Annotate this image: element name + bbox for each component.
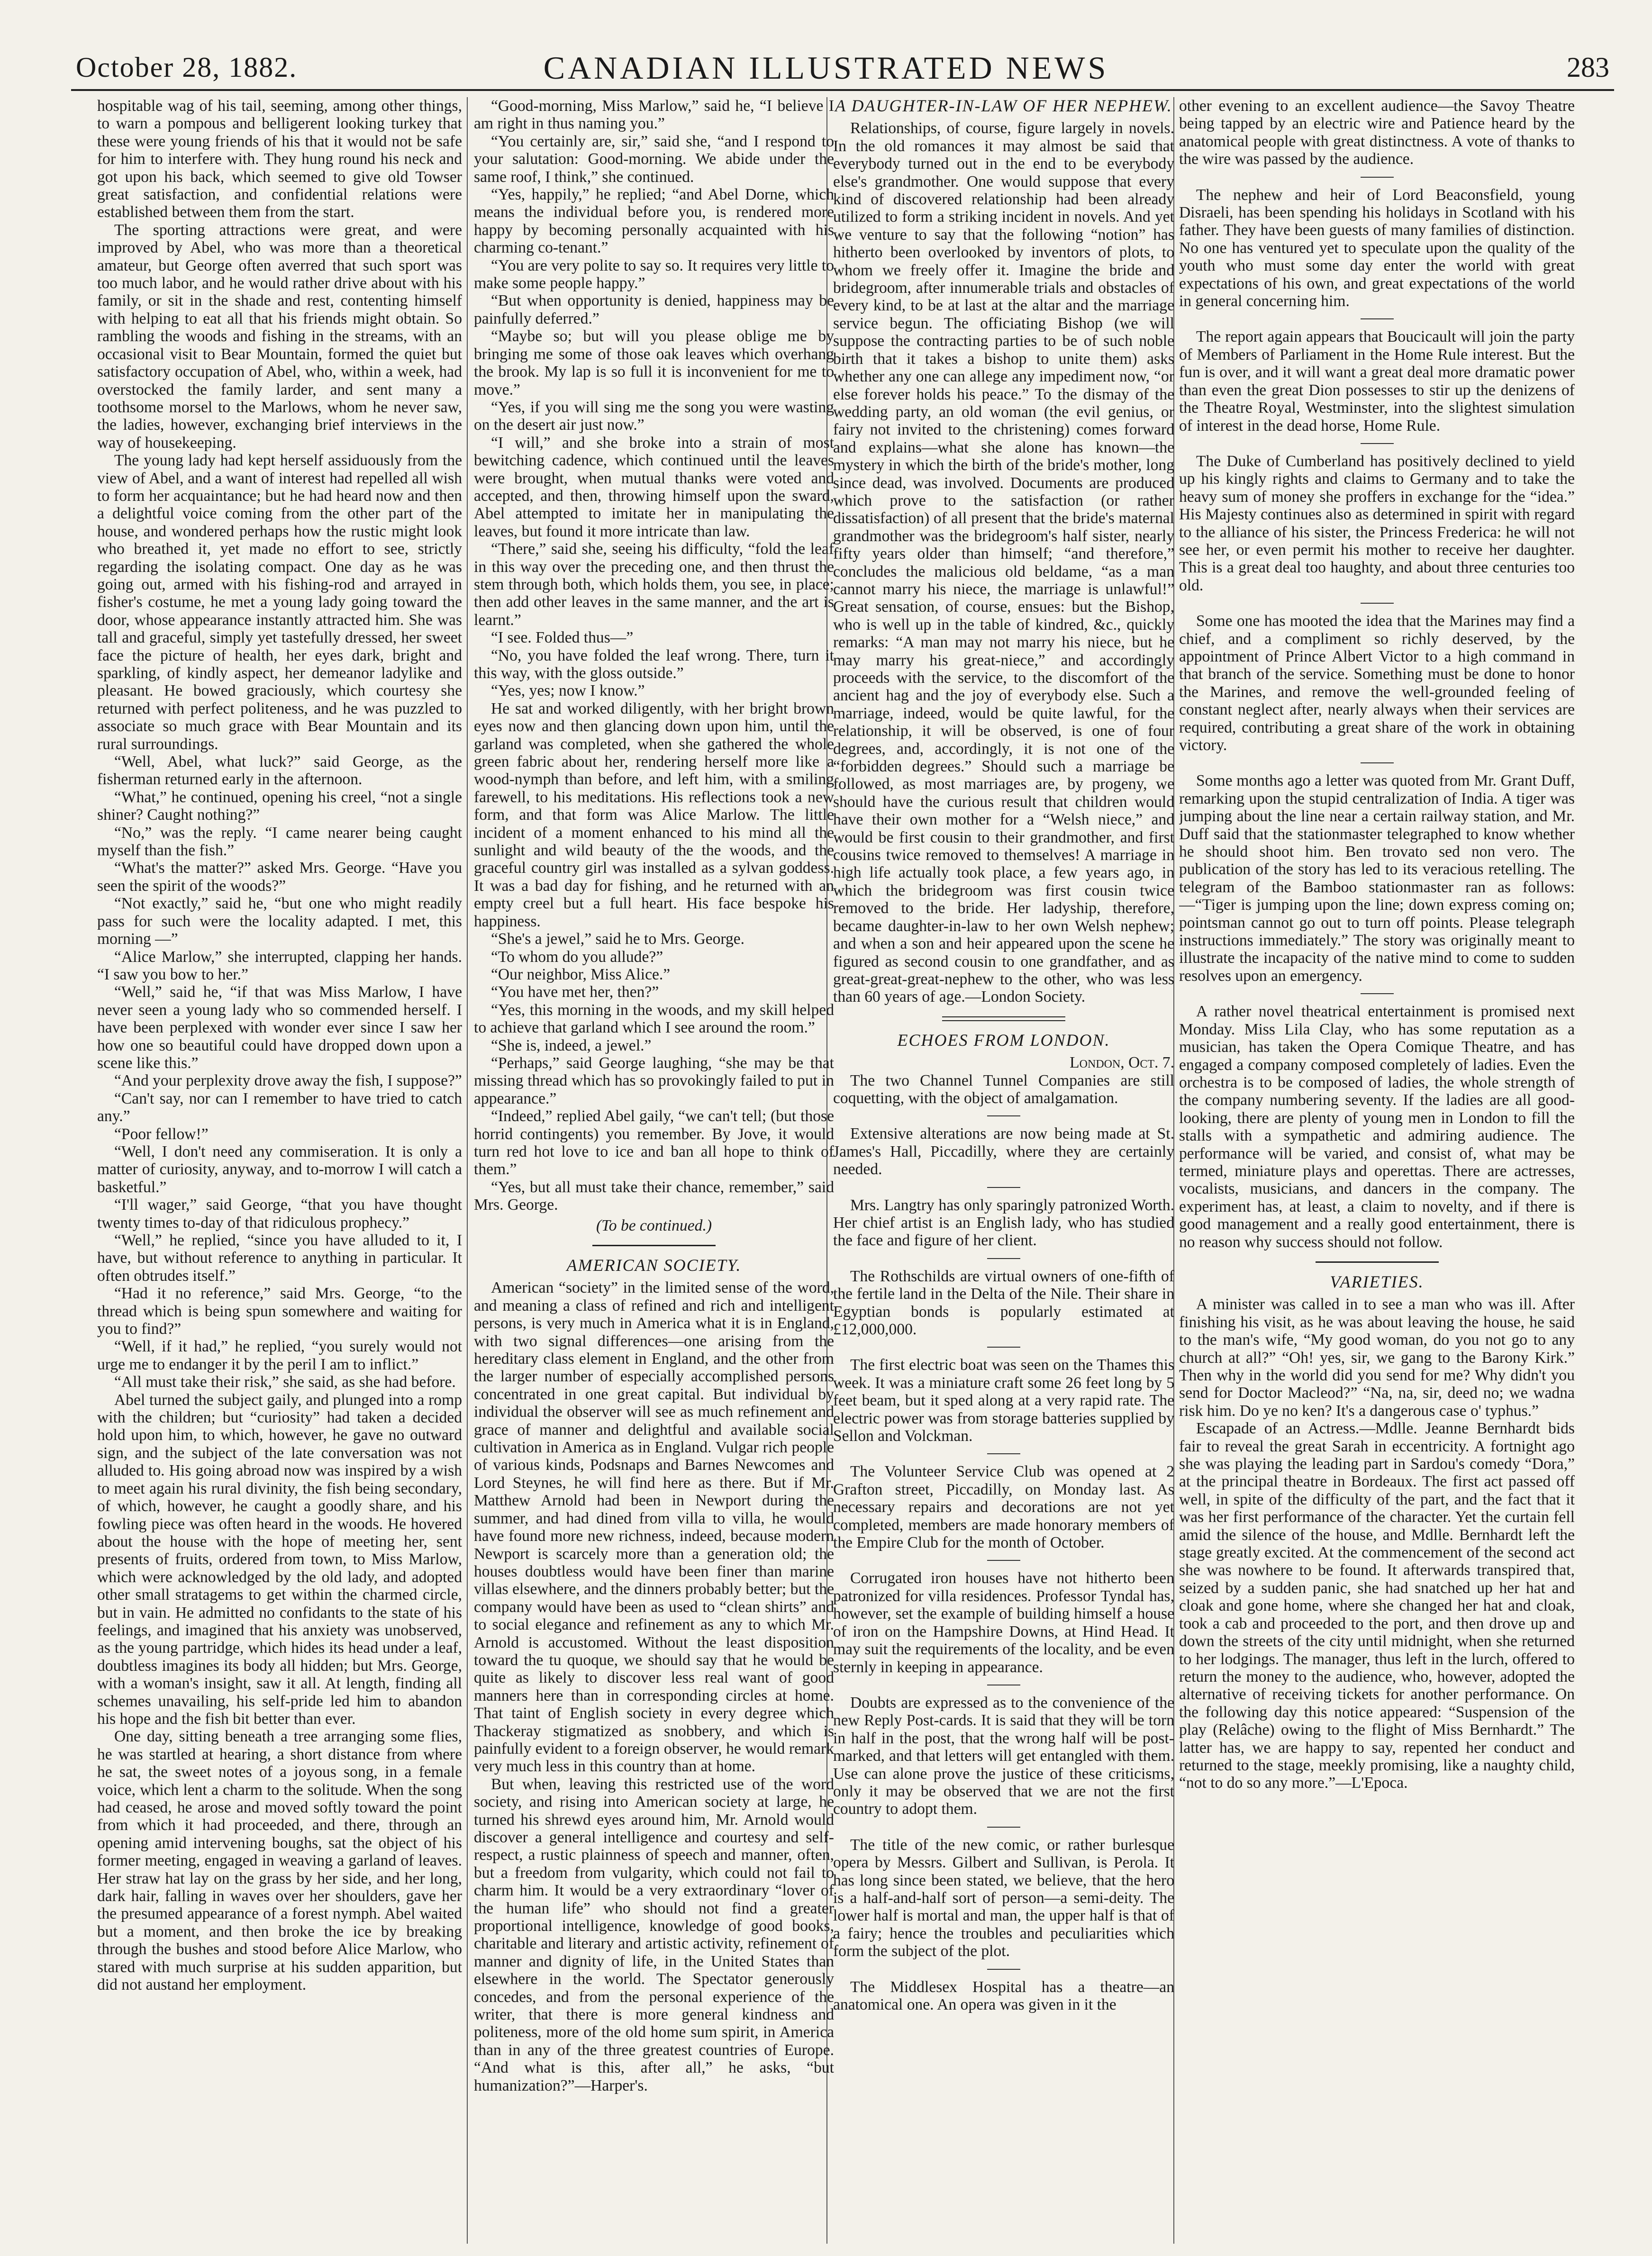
paragraph: “Yes, happily,” he replied; “and Abel Dorne, which means the individual before you, is rendered more happy by becoming personally acquainted with his charming co-tenant.” (474, 186, 834, 257)
paragraph: hospitable wag of his tail, seeming, among other things, to warn a pompous and belligerent looking turkey that these were young friends of his that it would not be safe for him to interfere with. They hung round his neck and got upon his back, which seemed to give old Towser great satisfaction, and confidential relations were established between them from the start. (97, 97, 462, 221)
paragraph: “What,” he continued, opening his creel, “not a single shiner? Caught nothing?” (97, 788, 462, 824)
paragraph: The Duke of Cumberland has positively declined to yield up his kingly rights and claims to Germany and to take the heavy sum of money she proffers in exchange for the “idea.” His Majesty continues also as determined in spirit with regard to the alliance of his sister, the Princess Frederica: he will not see her, or even permit his mother to receive her daughter. This is a great deal too haughty, and about three centuries too old. (1179, 452, 1575, 594)
paragraph: “Had it no reference,” said Mrs. George, “to the thread which is being spun somewhere and waiting for you to find?” (97, 1285, 462, 1338)
item-separator (987, 1187, 1020, 1188)
paragraph: “What's the matter?” asked Mrs. George. “Have you seen the spirit of the woods?” (97, 859, 462, 895)
item-separator (1361, 762, 1394, 763)
paragraph: “I see. Folded thus—” (491, 629, 634, 647)
item-separator (987, 1827, 1020, 1828)
paragraph: One day, sitting beneath a tree arranging some flies, he was startled at hearing, a short distance from where he sat, the sweet notes of a joyous song, in a female voice, which lent a charm to the solitude. When the song had ceased, he arose and moved softly toward the point from which it had proceeded, and there, through an opening amid intervening boughs, sat the object of his former meeting, engaged in weaving a garland of leaves. Her straw hat lay on the grass by her side, and her long, dark hair, falling in waves over her shoulders, gave her the presumed appearance of a forest nymph. Abel waited but a moment, and then broke the ice by breaking through the bushes and stood before Alice Marlow, who stared with much surprise at his sudden apparition, but did not austand her employment. (97, 1728, 462, 1994)
item-separator (1361, 993, 1394, 994)
paragraph: A rather novel theatrical entertainment is promised next Monday. Miss Lila Clay, who has some reputation as a musician, has taken the Opera Comique Theatre, and has engaged a company composed completely of ladies. Even the orchestra is to be composed of ladies, the whole strength of the company numbering seventy. If the ladies are all good-looking, there are plenty of young men in London to fill the stalls with a sympathetic and admiring audience. The performance will be varied, and consist of, what may be termed, miniature plays and operettas. There are actresses, vocalists, musicians, and dancers in the company. The experiment has, at least, a claim to novelty, and if there is good management and a really good entertainment, there is no reason why success should not follow. (1179, 1003, 1575, 1251)
paragraph: Mrs. Langtry has only sparingly patronized Worth. Her chief artist is an English lady, who has studied the face and figure of her client. (833, 1196, 1174, 1250)
column-3 (833, 97, 1174, 2244)
paragraph: He sat and worked diligently, with her bright brown eyes now and then glancing down upon him, until the garland was completed, when she gathered the whole green fabric about her, rendering herself more like a wood-nymph than before, and left him, with a smiling farewell, to his meditations. His reflections took a new form, and that form was Alice Marlow. The little incident of a moment enhanced to his mind all the sunlight and wild beauty of the the woods, and the graceful country girl was installed as a sylvan goddess. It was a bad day for fishing, and he returned with an empty creel but a full heart. His face bespoke his happiness. (474, 699, 834, 930)
paragraph: “I'll wager,” said George, “that you have thought twenty times to-day of that ridiculous prophecy.” (97, 1196, 462, 1232)
item-separator (987, 1347, 1020, 1348)
paragraph: The Middlesex Hospital has a theatre—an anatomical one. An opera was given in it the (833, 1978, 1174, 2013)
paragraph: “Perhaps,” said George laughing, “she may be that missing thread which has so provokingly failed to put in appearance.” (474, 1054, 834, 1107)
paragraph: “Yes, this morning in the woods, and my skill helped to achieve that garland which I see around the room.” (474, 1001, 834, 1037)
paragraph: “Can't say, nor can I remember to have tried to catch any.” (97, 1089, 462, 1125)
paragraph: “Well, I don't need any commiseration. It is only a matter of curiosity, anyway, and to-morrow I will catch a basketful.” (97, 1142, 462, 1196)
item-separator (987, 1453, 1020, 1454)
paragraph: “But when opportunity is denied, happiness may be painfully deferred.” (474, 292, 834, 327)
paragraph: Some months ago a letter was quoted from Mr. Grant Duff, remarking upon the stupid centralization of India. A tiger was jumping about the line near a certain railway station, and Mr. Duff said that the stationmaster telegraphed to know whether he should shoot him. Ben trovato sed non vero. The publication of the story has led to its veracious retelling. The telegram of the Bamboo stationmaster ran as follows:—“Tiger is jumping upon the line; down express coming on; pointsman cannot go out to turn off points. Please telegraph instructions immediately.” The story was originally meant to illustrate the incapacity of the native mind to come to sudden resolves upon an emergency. (1179, 772, 1575, 985)
paragraph: “She is, indeed, a jewel.” (491, 1036, 652, 1054)
paragraph: The Rothschilds are virtual owners of one-fifth of the fertile land in the Delta of the Nile. Their share in Egyptian bonds is popularly estimated at £12,000,000. (833, 1267, 1174, 1338)
paragraph: “You are very polite to say so. It requires very little to make some people happy.” (474, 256, 834, 292)
paragraph: Relationships, of course, figure largely in novels. In the old romances it may almost be said that everybody turned out in the end to be everybody else's grandmother. One would suppose that every kind of discovered relationship had been already utilized to form a striking incident in novels. And yet we venture to say that the following “notion” has hitherto been overlooked by inventors of plots, to whom we freely offer it. Imagine the bride and bridegroom, after innumerable trials and obstacles of every kind, to be at last at the altar and the marriage service begun. The officiating Bishop (we will suppose the contracting parties to be of such noble birth that it takes a bishop to unite them) asks whether any one can allege any impediment now, “or else forever holds his peace.” To the dismay of the wedding party, an old woman (the evil genius, or fairy not invited to the christening) comes forward and explains—what she alone has known—the mystery in which the birth of the bride's mother, long since dead, was involved. Documents are produced which prove to the satisfaction (or rather dissatisfaction) of all present that the bride's maternal grandmother was the bridegroom's half sister, nearly fifty years older than himself; “and therefore,” concludes the malicious old beldame, “as a man cannot marry his niece, the marriage is unlawful!” Great sensation, of course, ensues: but the Bishop, who is well up in the table of kindred, &c., quickly remarks: “A man may not marry his niece, but he may marry his great-niece,” and accordingly proceeds with the service, to the discomfort of the ancient hag and the joy of everybody else. Such a marriage, indeed, would be quite lawful, for the relationship, it will be observed, is one of four degrees, and, accordingly, it is not one of the “forbidden degrees.” Should such a marriage be followed, as most marriages are, by progeny, we should have the curious result that children would have their own mother for a “Welsh niece,” and would be first cousin to their grandmother, and first cousins twice removed to themselves! A marriage in high life actually took place, a few years ago, in which the bridegroom was first cousin twice removed to the bride. Her ladyship, therefore, became daughter-in-law to her own Welsh nephew; and when a son and heir appeared upon the scene he figured as second cousin to one grandfather, and as great-great-great-nephew to the other, who was less than 60 years of age.—London Society. (833, 119, 1174, 1006)
item-separator (987, 1115, 1020, 1116)
paragraph: “Yes, if you will sing me the song you were wasting on the desert air just now.” (474, 398, 834, 434)
paragraph: “Alice Marlow,” she interrupted, clapping her hands. “I saw you bow to her.” (97, 948, 462, 983)
paragraph: “No, you have folded the leaf wrong. There, turn it this way, with the gloss outside.” (474, 646, 834, 682)
paragraph: The sporting attractions were great, and were improved by Abel, who was more than a theoretical amateur, but George often averred that such sport was too much labor, and he would rather drive about with his family, or sit in the shade and rest, contenting himself with helping to eat all that his friends might obtain. So rambling the woods and fishing in the streams, with an occasional visit to Bear Mountain, formed the quiet but satisfactory occupation of Abel, who, within a week, had overstocked the family larder, and sent many a toothsome morsel to the Marlows, whom he never saw, the ladies, however, exchanging brief interviews in the way of housekeeping. (97, 221, 462, 452)
to-be-continued: (To be continued.) (596, 1216, 712, 1234)
paragraph: American “society” in the limited sense of the word, and meaning a class of refined and rich and intelligent persons, is very much in America what it is in England, with two signal differences—one arising from the hereditary class element in England, and the other from the larger number of especially accomplished persons concentrated in one great capital. But individual by individual the observer will see as much refinement and grace of manner and delightful and available social cultivation in America as in England. Vulgar rich people of various kinds, Podsnaps and Barnes Newcomes and Lord Steynes, he will find here as there. But if Mr. Matthew Arnold had been in Newport during the summer, and had dined from villa to villa, he would have found more new richness, indeed, because modern Newport is scarcely more than a generation old; the houses doubtless would have been finer than marine villas elsewhere, and the dinners probably better; but the company would have been as used to “clean shirts” and to social elegance and refinement as any to which Mr. Arnold is accustomed. Without the least disposition toward the tu quoque, we should say that he would be quite as likely to discover less real want of good manners here than in corresponding circles at home. That taint of English society in every degree which Thackeray stigmatized as snobbery, and which is painfully evident to a foreign observer, he would remark very much less in this country than at home. (474, 1279, 834, 1776)
section-rule (1316, 1261, 1439, 1263)
paragraph: “Our neighbor, Miss Alice.” (491, 965, 671, 983)
paragraph: “You certainly are, sir,” said she, “and I respond to your salutation: Good-morning. We abide under the same roof, I think,” she continued. (474, 132, 834, 186)
page-number: 283 (1567, 52, 1609, 83)
masthead-title: CANADIAN ILLUSTRATED NEWS (543, 50, 1109, 86)
paragraph: The title of the new comic, or rather burlesque opera by Messrs. Gilbert and Sullivan, is Perola. It has long since been stated, we believe, that the hero is a half-and-half sort of person—a semi-deity. The lower half is mortal and man, the upper half is that of a fairy; hence the troubles and peculiarities which form the subject of the plot. (833, 1836, 1174, 1960)
column-2 (474, 97, 834, 2244)
section-rule (592, 1245, 716, 1246)
issue-date: October 28, 1882. (76, 52, 298, 83)
paragraph: “She's a jewel,” said he to Mrs. George. (491, 930, 745, 948)
paragraph: Some one has mooted the idea that the Marines may find a chief, and a compliment so richly deserved, by the appointment of Prince Albert Victor to a high command in that branch of the service. Something must be done to honor the Marines, and remove the well-grounded feeling of constant neglect after, nearly always when their services are required, contributing a great share of the work in obtaining victory. (1179, 612, 1575, 754)
header-rule (71, 89, 1614, 91)
article-title: AMERICAN SOCIETY. (566, 1256, 742, 1275)
paragraph: “There,” said she, seeing his difficulty, “fold the leaf in this way over the preceding one, and then thrust the stem through both, which holds them, you see, in place; then add other leaves in the same manner, and the art is learnt.” (474, 540, 834, 629)
paragraph: “Indeed,” replied Abel gaily, “we can't tell; (but those horrid contingents) you remember. By Jove, it would turn red hot love to ice and ban all hope to think of them.” (474, 1107, 834, 1178)
article-title: ECHOES FROM LONDON. (897, 1030, 1110, 1050)
paragraph: “Maybe so; but will you please oblige me by bringing me some of those oak leaves which overhang the brook. My lap is so full it is inconvenient for me to move.” (474, 327, 834, 399)
paragraph: “Not exactly,” said he, “but one who might readily pass for such were the locality adapted. I met, this morning —” (97, 895, 462, 948)
paragraph: But when, leaving this restricted use of the word society, and rising into American society at large, he turned his shrewd eyes around him, Mr. Arnold would discover a general intelligence and courtesy and self-respect, a rustic plainness of speech and manner, often, but a freedom from vulgarity, which could not fail to charm him. It would be a very extraordinary “lover of the human life” who should not find a greater proportional intelligence, knowledge of good books, charitable and literary and artistic activity, refinement of manner and dignity of life, in the United States than elsewhere in the world. The Spectator generously concedes, and from the personal experience of the writer, that there is more general kindness and politeness, more of the old home sum spirit, in America than in any of the three greatest countries of Europe. “And what is this, after all,” he asks, “but humanization?”—Harper's. (474, 1775, 834, 2094)
paragraph: “And your perplexity drove away the fish, I suppose?” (114, 1072, 462, 1090)
item-separator (987, 1560, 1020, 1561)
paragraph: The nephew and heir of Lord Beaconsfield, young Disraeli, has been spending his holidays in Scotland with his father. They have been guests of many families of distinction. No one has ventured yet to speculate upon the quality of the youth who must some day enter the world with great expectations of his own, and great expectations of the world in general concerning him. (1179, 186, 1575, 310)
paragraph: The Volunteer Service Club was opened at 2 Grafton street, Piccadilly, on Monday last. As necessary repairs and decorations are not yet completed, members are made honorary members of the Empire Club for the month of October. (833, 1463, 1174, 1552)
paragraph: Abel turned the subject gaily, and plunged into a romp with the children; but “curiosity” had taken a decided hold upon him, to which, however, he gave no outward sign, and the subject of the late conversation was not alluded to. His going abroad now was inspired by a wish to meet again his rural divinity, the fish being secondary, of which, however, he caught a goodly share, and his fowling piece was often heard in the woods. He hovered about the house with the hope of meeting her, sent presents of fruits, ordered from town, to Miss Marlow, which were acknowledged by the old lady, and adopted other small stratagems to get within the charmed circle, but in vain. He admitted no confidants to the state of his feelings, and imagined that his anxiety was unobserved, as the young partridge, which hides its head under a leaf, doubtless imagines its body all hidden; but Mrs. George, with a woman's insight, saw it all. At length, finding all schemes unavailing, his self-pride led him to abandon his hope and the fish bit better than ever. (97, 1391, 462, 1728)
paragraph: “Poor fellow!” (114, 1125, 209, 1143)
article-title: VARIETIES. (1330, 1272, 1424, 1291)
column-4 (1179, 97, 1575, 2244)
paragraph: Extensive alterations are now being made at St. James's Hall, Piccadilly, where they are certainly needed. (833, 1125, 1174, 1178)
paragraph: The first electric boat was seen on the Thames this week. It was a miniature craft some 26 feet long by 5 feet beam, but it sped along at a very rapid rate. The electric power was from storage batteries supplied by Sellon and Volckman. (833, 1356, 1174, 1445)
paragraph: “Well,” he replied, “since you have alluded to it, I have, but without reference to anything in particular. It often obtrudes itself.” (97, 1232, 462, 1285)
item-separator (987, 1258, 1020, 1259)
paragraph: The two Channel Tunnel Companies are still coquetting, with the object of amalgamation. (833, 1071, 1174, 1107)
paragraph: “To whom do you allude?” (491, 948, 663, 966)
article-title: A DAUGHTER-IN-LAW OF HER NEPHEW. (835, 97, 1172, 115)
paragraph: “Good-morning, Miss Marlow,” said he, “I believe I am right in thus naming you.” (474, 97, 834, 133)
paragraph: A minister was called in to see a man who was ill. After finishing his visit, as he was about leaving the house, he said to the man's wife, “My good woman, do you not go to any church at all?” “Oh! yes, sir, we gang to the Barony Kirk.” Then why in the world did you send for me? Why didn't you send for Doctor Macleod?” “Na, na, sir, deed no; we wadna risk him. Do ye no ken? It's a dangerous case o' typhus.” (1179, 1296, 1575, 1420)
paragraph: “Well,” said he, “if that was Miss Marlow, I have never seen a young lady who so commended herself. I have been perplexed with wonder ever since I saw her how one so beautiful could have dropped down upon a scene like this.” (97, 983, 462, 1072)
item-separator (1361, 443, 1394, 444)
paragraph: “I will,” and she broke into a strain of most bewitching cadence, which continued until the leaves were brought, when mutual thanks were voted and accepted, and then, throwing himself upon the sward, Abel attempted to imitate her in manipulating the leaves, but found it more intricate than law. (474, 434, 834, 540)
page-header (0, 0, 1652, 95)
paragraph: The report again appears that Boucicault will join the party of Members of Parliament in the Home Rule interest. But the fun is over, and it will want a great deal more dramatic power than even the great Dion possesses to stir up the denizens of the Theatre Royal, Westminster, into the slightest simulation of interest in the dead horse, Home Rule. (1179, 328, 1575, 435)
item-separator (987, 1969, 1020, 1970)
paragraph: Corrugated iron houses have not hitherto been patronized for villa residences. Professor Tyndal has, however, set the example of building himself a house of iron on the Hampshire Downs, at Hind Head. It may suit the requirements of the locality, and be even sternly in keeping in appearance. (833, 1569, 1174, 1676)
paragraph: “All must take their risk,” she said, as she had before. (114, 1373, 456, 1391)
paragraph: Escapade of an Actress.—Mdlle. Jeanne Bernhardt bids fair to reveal the great Sarah in eccentricity. A fortnight ago she was playing the leading part in Sardou's comedy “Dora,” at the principal theatre in Bordeaux. The first act passed off well, in spite of the difficulty of the part, and the fact that it was her first performance of the character. Yet the curtain fell amid the silence of the house, and Mdlle. Bernhardt left the stage greatly excited. At the commencement of the second act she was nowhere to be found. It afterwards transpired that, seized by a sudden panic, she had snatched up her hat and cloak and gone home, where she changed her hat and cloak, took a cab and proceeded to the port, and then drove up and down the streets of the city until midnight, when she returned to her lodgings. The manager, thus left in the lurch, offered to return the money to the audience, who, however, adopted the alternative of receiving tickets for another performance. On the following day this notice appeared: “Suspension of the play (Relâche) owing to the flight of Miss Bernhardt.” The latter has, we are happy to say, repented her conduct and returned to the stage, meekly promising, like a naughty child, “not to do so any more.”—L'Epoca. (1179, 1420, 1575, 1792)
column-1 (97, 97, 462, 2244)
paragraph: other evening to an excellent audience—the Savoy Theatre being tapped by an electric wire and Patience heard by the anatomical people with great distinctness. A vote of thanks to the wire was passed by the audience. (1179, 97, 1575, 168)
item-separator (1361, 603, 1394, 604)
paragraph: “You have met her, then?” (491, 983, 659, 1001)
dateline: London, Oct. 7. (1070, 1054, 1174, 1072)
paragraph: “Yes, but all must take their chance, remember,” said Mrs. George. (474, 1178, 834, 1214)
column-divider (467, 97, 468, 2244)
paragraph: The young lady had kept herself assiduously from the view of Abel, and a want of interest had repelled all wish to form her acquaintance; but he had heard now and then a delightful voice coming from the other part of the house, and wondered perhaps how the rustic might look who breathed it, yet made no effort to see, strictly regarding the isolating compact. One day as he was going out, armed with his fishing-rod and arrayed in fisher's costume, he met a young lady going toward the door, whose appearance instantly attracted him. She was tall and graceful, simply yet tastefully dressed, her sweet face the picture of health, her eyes dark, bright and sparkling, of kindly aspect, her demeanor ladylike and pleasant. He bowed graciously, which courtesy she returned with perfect politeness, and he was puzzled to associate so much grace with Bear Mountain and its rural surroundings. (97, 452, 462, 753)
section-rule (942, 1016, 1065, 1021)
paragraph: “Well, Abel, what luck?” said George, as the fisherman returned early in the afternoon. (97, 753, 462, 788)
paragraph: “No,” was the reply. “I came nearer being caught myself than the fish.” (97, 824, 462, 860)
paragraph: “Well, if it had,” he replied, “you surely would not urge me to endanger it by the peril I am to inflict.” (97, 1338, 462, 1373)
paragraph: Doubts are expressed as to the convenience of the new Reply Post-cards. It is said that they will be torn in half in the post, that the wrong half will be post-marked, and that letters will get entangled with them. Use can alone prove the justice of these criticisms, only it may be observed that we are not the first country to adopt them. (833, 1694, 1174, 1818)
paragraph: “Yes, yes; now I know.” (491, 682, 645, 700)
item-separator (1361, 318, 1394, 319)
item-separator (1361, 177, 1394, 178)
